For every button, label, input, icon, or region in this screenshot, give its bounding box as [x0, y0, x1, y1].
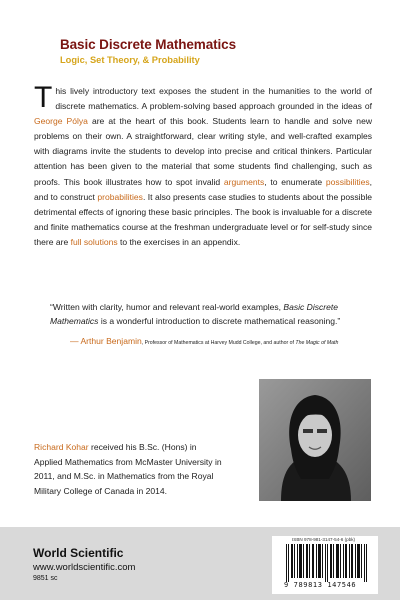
description-text: to the exercises in an appendix. [117, 236, 241, 247]
book-description [34, 81, 372, 250]
book-title: Basic Discrete Mathematics [60, 37, 236, 52]
description-text: , and to construct [34, 176, 372, 202]
highlight-probabilities: probabilities [97, 191, 143, 202]
quote-attribution [70, 336, 390, 348]
quote-author-book: The Magic of Math [295, 340, 339, 346]
author-bio-text: received his B.Sc. (Hons) in Applied Mathematics from McMaster University in 2011, and M.Sc. in Mathematics from the Royal Military College of Canada in 2014. [34, 442, 222, 496]
quote-book-title: Basic Discrete Mathematics [50, 302, 339, 326]
description-text: are at the heart of this book. Students learn to handle and solve new problems on their own. A straightforward, clear writing style, and well-crafted examples with diagrams invite the students to develop into precise and critical thinkers. Particular attention has been given to the material that some students find challenging, such as proofs. This book illustrates how to spot invalid [34, 116, 372, 187]
endorsement-quote [50, 300, 370, 328]
description-text: his lively introductory text exposes the student in the humanities to the world of discrete mathematics. A problem-solving based approach grounded in the ideas of [55, 86, 372, 112]
book-subtitle: Logic, Set Theory, & Probability [60, 55, 200, 65]
author-bio [34, 440, 224, 498]
quote-text: “Written with clarity, humor and relevant real-world examples, [50, 302, 284, 312]
barcode-icon [286, 544, 368, 582]
quote-dash: — [70, 336, 81, 346]
drop-cap: T [34, 81, 53, 114]
isbn-label: ISBN 978-981-3147-54-6 (pbk) [292, 537, 356, 542]
description-text: . It also presents case studies to students about the possible detrimental effects of ignoring these basic principles. The book is invaluable for a discrete and finite mathematics course at the freshman undergraduate level or for self-study since there are [34, 191, 372, 247]
author-photo [259, 379, 371, 501]
barcode-digits: 9 789813 147546 [284, 581, 357, 589]
highlight-polya: George Pólya [34, 116, 88, 127]
description-text: , to enumerate [264, 176, 326, 187]
quote-author-affiliation: , Professor of Mathematics at Harvey Mudd College, and author of [141, 340, 296, 346]
catalog-number: 9851 sc [33, 575, 58, 582]
publisher-website: www.worldscientific.com [33, 562, 136, 573]
highlight-arguments: arguments [223, 176, 265, 187]
publisher-name: World Scientific [33, 546, 124, 560]
quote-text: is a wonderful introduction to discrete mathematical reasoning.” [98, 316, 341, 326]
highlight-possibilities: possibilities [325, 176, 370, 187]
highlight-full-solutions: full solutions [70, 236, 118, 247]
quote-author-name: Arthur Benjamin [80, 336, 142, 346]
author-name: Richard Kohar [34, 442, 89, 452]
